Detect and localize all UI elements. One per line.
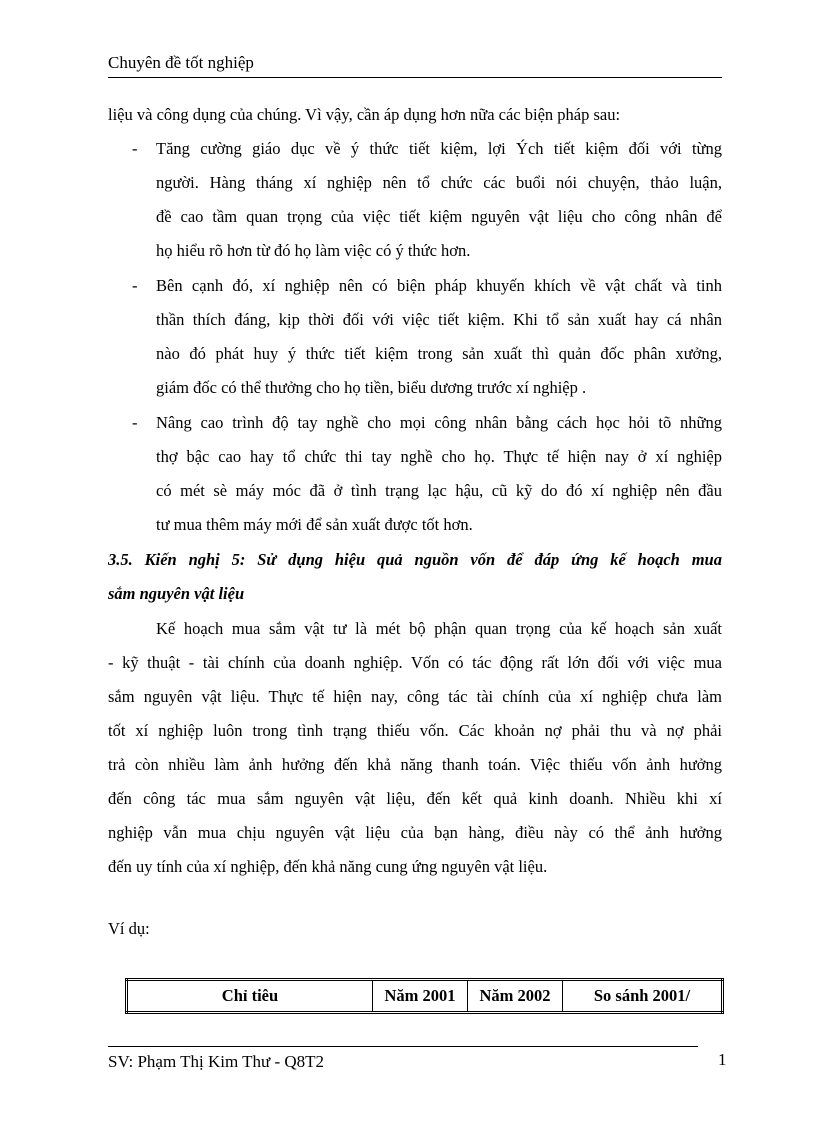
table-header-row <box>127 980 723 1013</box>
bullet-1-line-1: Tăng cường giáo dục về ý thức tiết kiệm, lợi Ých tiết kiệm đối với từng <box>156 139 722 158</box>
footer-author: SV: Phạm Thị Kim Thư - Q8T2 <box>108 1052 325 1071</box>
main-paragraph-line-8: đến uy tính của xí nghiệp, đến khả năng cung ứng nguyên vật liệu. <box>108 857 548 876</box>
bullet-1-line-2: người. Hàng tháng xí nghiệp nên tổ chức các buổi nói chuyện, thảo luận, <box>156 173 722 192</box>
section-heading-line-2: sắm nguyên vật liệu <box>108 584 245 603</box>
table-header-cell: Năm 2001 <box>373 980 468 1013</box>
table-header-cell: Chỉ tiêu <box>127 980 373 1013</box>
bullet-marker: - <box>132 276 138 295</box>
page-header <box>108 52 722 78</box>
footer-divider <box>108 1046 698 1047</box>
main-paragraph-line-4: tốt xí nghiệp luôn trong tình trạng thiếu vốn. Các khoản nợ phải thu và nợ phải <box>108 721 722 740</box>
table-header-cell: So sánh 2001/ <box>563 980 723 1013</box>
bullet-3-line-2: thợ bậc cao hay tổ chức thi tay nghề cho họ. Thực tế hiện nay ở xí nghiệp <box>156 447 722 466</box>
bullet-marker: - <box>132 413 138 432</box>
bullet-3-line-1: Nâng cao trình độ tay nghề cho mọi công nhân bằng cách học hỏi tõ những <box>156 413 722 432</box>
main-paragraph-line-2: - kỹ thuật - tài chính của doanh nghiệp. Vốn có tác động rất lớn đối với việc mua <box>108 653 722 672</box>
bullet-1-line-4: họ hiểu rõ hơn từ đó họ làm việc có ý thức hơn. <box>156 241 471 260</box>
header-title: Chuyên đề tốt nghiệp <box>108 53 254 72</box>
bullet-2-line-3: nào đó phát huy ý thức tiết kiệm trong sản xuất thì quản đốc phân xưởng, <box>156 344 722 363</box>
main-paragraph-line-7: nghiệp vẫn mua chịu nguyên vật liệu của bạn hàng, điều này có thể ảnh hưởng <box>108 823 722 842</box>
table-header-cell: Năm 2002 <box>468 980 563 1013</box>
main-paragraph-line-3: sắm nguyên vật liệu. Thực tế hiện nay, công tác tài chính của xí nghiệp chưa làm <box>108 687 722 706</box>
bullet-3-line-3: có mét sè máy móc đã ở tình trạng lạc hậu, cũ kỹ do đó xí nghiệp nên đầu <box>156 481 722 500</box>
example-label: Ví dụ: <box>108 919 150 938</box>
bullet-2-line-2: thần thích đáng, kịp thời đối với việc tiết kiệm. Khi tổ sản xuất hay cá nhân <box>156 310 722 329</box>
section-heading-line-1: 3.5. Kiến nghị 5: Sử dụng hiệu quả nguồn vốn để đáp ứng kế hoạch mua <box>108 550 722 569</box>
page-number: 1 <box>718 1050 727 1069</box>
bullet-1-line-3: đề cao tầm quan trọng của việc tiết kiệm nguyên vật liệu cho công nhân để <box>156 207 722 226</box>
bullet-3-line-4: tư mua thêm máy mới để sản xuất được tốt hơn. <box>156 515 473 534</box>
bullet-marker: - <box>132 139 138 158</box>
main-paragraph-line-6: đến công tác mua sắm nguyên vật liệu, đến kết quả kinh doanh. Nhiều khi xí <box>108 789 722 808</box>
main-paragraph-line-5: trả còn nhiều làm ảnh hưởng đến khả năng thanh toán. Việc thiếu vốn ảnh hưởng <box>108 755 722 774</box>
data-table <box>125 978 724 1014</box>
bullet-2-line-4: giám đốc có thể thưởng cho họ tiền, biểu dương trước xí nghiệp . <box>156 378 587 397</box>
main-paragraph-line-1: Kế hoạch mua sắm vật tư là mét bộ phận quan trọng của kế hoạch sản xuất <box>156 619 722 638</box>
bullet-2-line-1: Bên cạnh đó, xí nghiệp nên có biện pháp khuyến khích về vật chất và tinh <box>156 276 722 295</box>
intro-paragraph: liệu và công dụng của chúng. Vì vậy, cần áp dụng hơn nữa các biện pháp sau: <box>108 105 621 124</box>
